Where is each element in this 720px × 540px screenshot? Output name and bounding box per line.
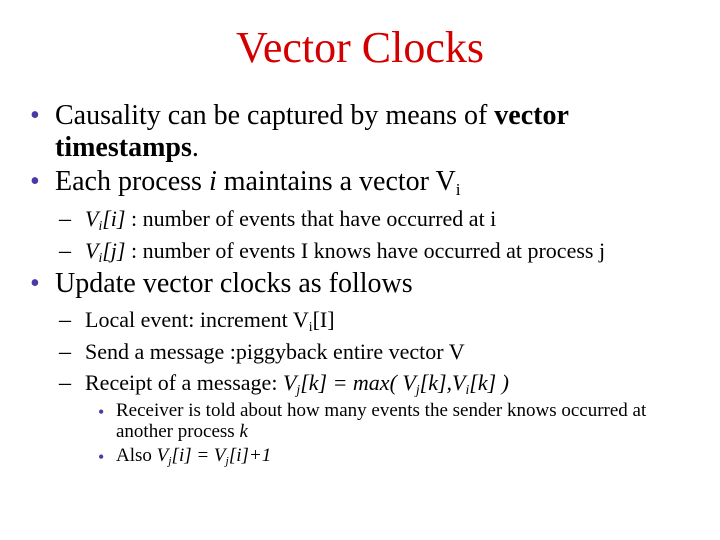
sub-bullet-vi-i: Vi[i] : number of events that have occurred at i — [85, 206, 497, 233]
dash-marker: – — [59, 307, 71, 333]
bullet-causality-line2: timestamps. — [55, 132, 199, 163]
sub-sub-bullet-increment: Also $V_j[i] = V_j[i]+1$ — [116, 445, 272, 468]
dash-marker: – — [59, 238, 71, 264]
dash-marker: – — [59, 206, 71, 232]
bullet-update-clocks: Update vector clocks as follows — [55, 268, 413, 299]
bullet-process-vector: Each process i maintains a vector $V_i$ — [55, 166, 461, 199]
slide-title: Vector Clocks — [235, 23, 485, 72]
dash-marker: – — [59, 370, 71, 396]
sub-sub-bullet-receiver-line2: another process k — [116, 421, 248, 442]
sub-bullet-send-message: Send a message :piggyback entire vector V — [85, 339, 465, 364]
bullet-marker: • — [98, 402, 105, 422]
bullet-marker: • — [30, 100, 40, 131]
sub-sub-bullet-receiver: Receiver is told about how many events the sender knows occurred at — [116, 400, 647, 421]
sub-bullet-vi-j: Vi[j] : number of events I knows have occurred at process j — [85, 238, 606, 265]
dash-marker: – — [59, 339, 71, 365]
bullet-causality: Causality can be captured by means of vector — [55, 100, 569, 131]
bullet-marker: • — [98, 447, 105, 467]
bullet-marker: • — [30, 166, 40, 197]
sub-bullet-receipt: Receipt of a message: $V_j[k] = \max$( $V_j[k],V_i[k]$ ) — [85, 370, 509, 397]
sub-bullet-local-event: Local event: increment $V_i[I]$ — [85, 307, 335, 334]
bullet-marker: • — [30, 268, 40, 299]
